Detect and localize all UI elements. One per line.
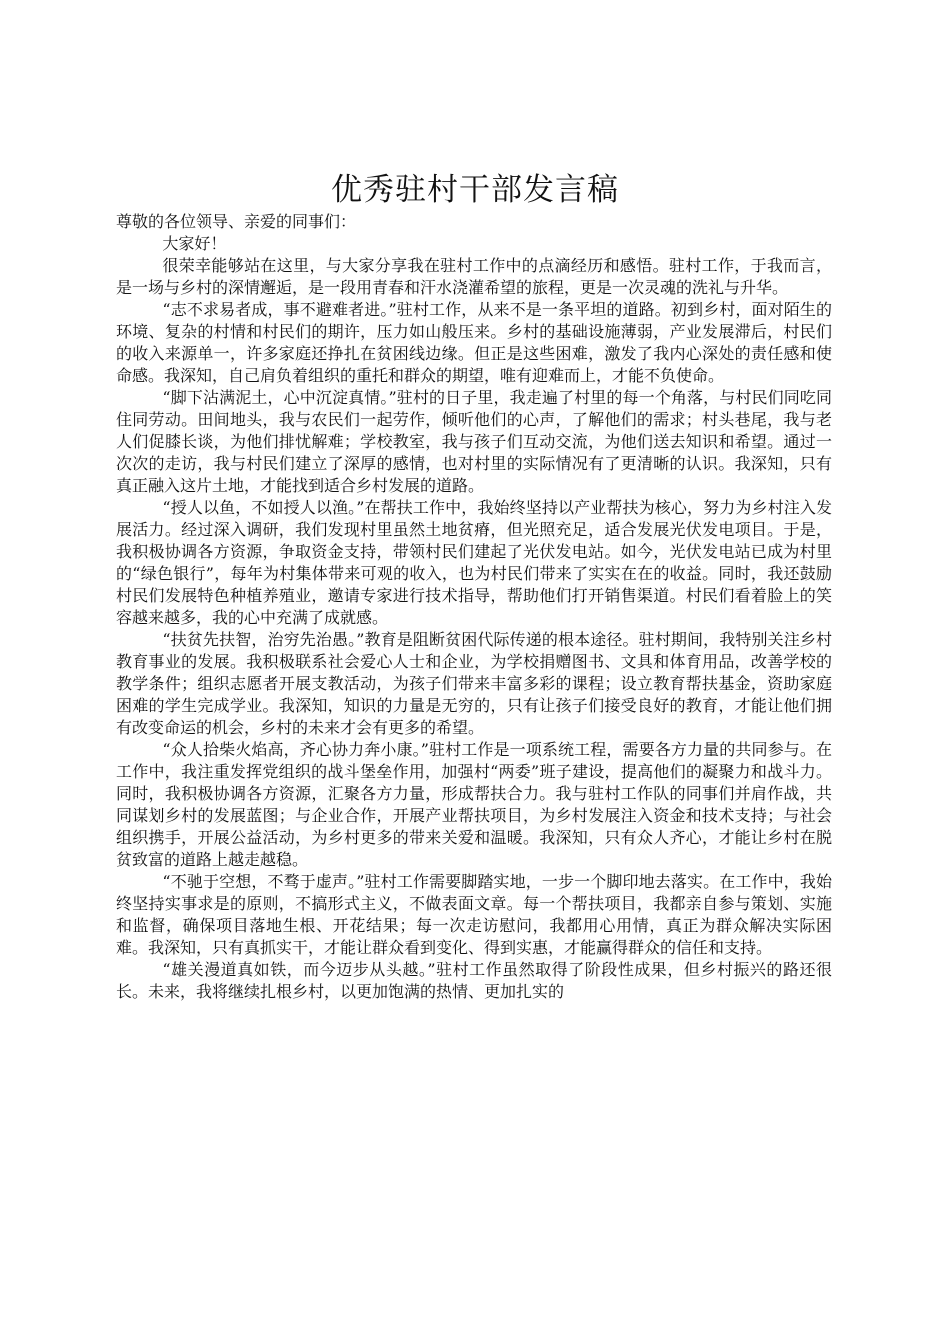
paragraph-greeting: 大家好！ [162,234,227,253]
paragraph: “脚下沾满泥土，心中沉淀真情。”驻村的日子里，我走遍了村里的每一个角落，与村民们同吃同住同劳动。田间地头，我与农民们一起劳作，倾听他们的心声，了解他们的需求；村头巷尾，我与老人们促膝长谈，为他们排忧解难；学校教室，我与孩子们互动交流，为他们送去知识和希望。通过一次次的走访，我与村民们建立了深厚的感情，也对村里的实际情况有了更清晰的认识。我深知，只有真正融入这片土地，才能找到适合乡村发展的道路。 [116,388,832,495]
paragraph: “众人拾柴火焰高，齐心协力奔小康。”驻村工作是一项系统工程，需要各方力量的共同参与。在工作中，我注重发挥党组织的战斗堡垒作用，加强村“两委”班子建设，提高他们的凝聚力和战斗力。同时，我积极协调各方资源，汇聚各方力量，形成帮扶合力。我与驻村工作队的同事们并肩作战，共同谋划乡村的发展蓝图；与企业合作，开展产业帮扶项目，为乡村发展注入资金和技术支持；与社会组织携手，开展公益活动，为乡村更多的带来关爱和温暖。我深知，只有众人齐心，才能让乡村在脱贫致富的道路上越走越稳。 [116,740,832,869]
paragraph: “不驰于空想，不骛于虚声。”驻村工作需要脚踏实地，一步一个脚印地去落实。在工作中，我始终坚持实事求是的原则，不搞形式主义，不做表面文章。每一个帮扶项目，我都亲自参与策划、实施和监督，确保项目落地生根、开花结果；每一次走访慰问，我都用心用情，真正为群众解决实际困难。我深知，只有真抓实干，才能让群众看到变化、得到实惠，才能赢得群众的信任和支持。 [116,872,832,957]
paragraph: “雄关漫道真如铁，而今迈步从头越。”驻村工作虽然取得了阶段性成果，但乡村振兴的路还很长。未来，我将继续扎根乡村，以更加饱满的热情、更加扎实的 [116,960,832,1001]
document-body [116,211,832,1003]
paragraph: “志不求易者成，事不避难者进。”驻村工作，从来不是一条平坦的道路。初到乡村，面对陌生的环境、复杂的村情和村民们的期许，压力如山般压来。乡村的基础设施薄弱，产业发展滞后，村民们的收入来源单一，许多家庭还挣扎在贫困线边缘。但正是这些困难，激发了我内心深处的责任感和使命感。我深知，自己肩负着组织的重托和群众的期望，唯有迎难而上，才能不负使命。 [116,300,832,385]
paragraph: 很荣幸能够站在这里，与大家分享我在驻村工作中的点滴经历和感悟。驻村工作，于我而言，是一场与乡村的深情邂逅，是一段用青春和汗水浇灌希望的旅程，更是一次灵魂的洗礼与升华。 [116,256,832,297]
paragraph: “授人以鱼，不如授人以渔。”在帮扶工作中，我始终坚持以产业帮扶为核心，努力为乡村注入发展活力。经过深入调研，我们发现村里虽然土地贫瘠，但光照充足，适合发展光伏发电项目。于是，我积极协调各方资源，争取资金支持，带领村民们建起了光伏发电站。如今，光伏发电站已成为村里的“绿色银行”，每年为村集体带来可观的收入，也为村民们带来了实实在在的收益。同时，我还鼓励村民们发展特色种植养殖业，邀请专家进行技术指导，帮助他们打开销售渠道。村民们看着脸上的笑容越来越多，我的心中充满了成就感。 [116,498,832,627]
salutation: 尊敬的各位领导、亲爱的同事们： [116,212,357,231]
document-title: 优秀驻村干部发言稿 [331,172,619,208]
paragraph: “扶贫先扶智，治穷先治愚。”教育是阻断贫困代际传递的根本途径。驻村期间，我特别关注乡村教育事业的发展。我积极联系社会爱心人士和企业，为学校捐赠图书、文具和体育用品，改善学校的教学条件；组织志愿者开展支教活动，为孩子们带来丰富多彩的课程；设立教育帮扶基金，资助家庭困难的学生完成学业。我深知，知识的力量是无穷的，只有让孩子们接受良好的教育，才能让他们拥有改变命运的机会，乡村的未来才会有更多的希望。 [116,630,832,737]
